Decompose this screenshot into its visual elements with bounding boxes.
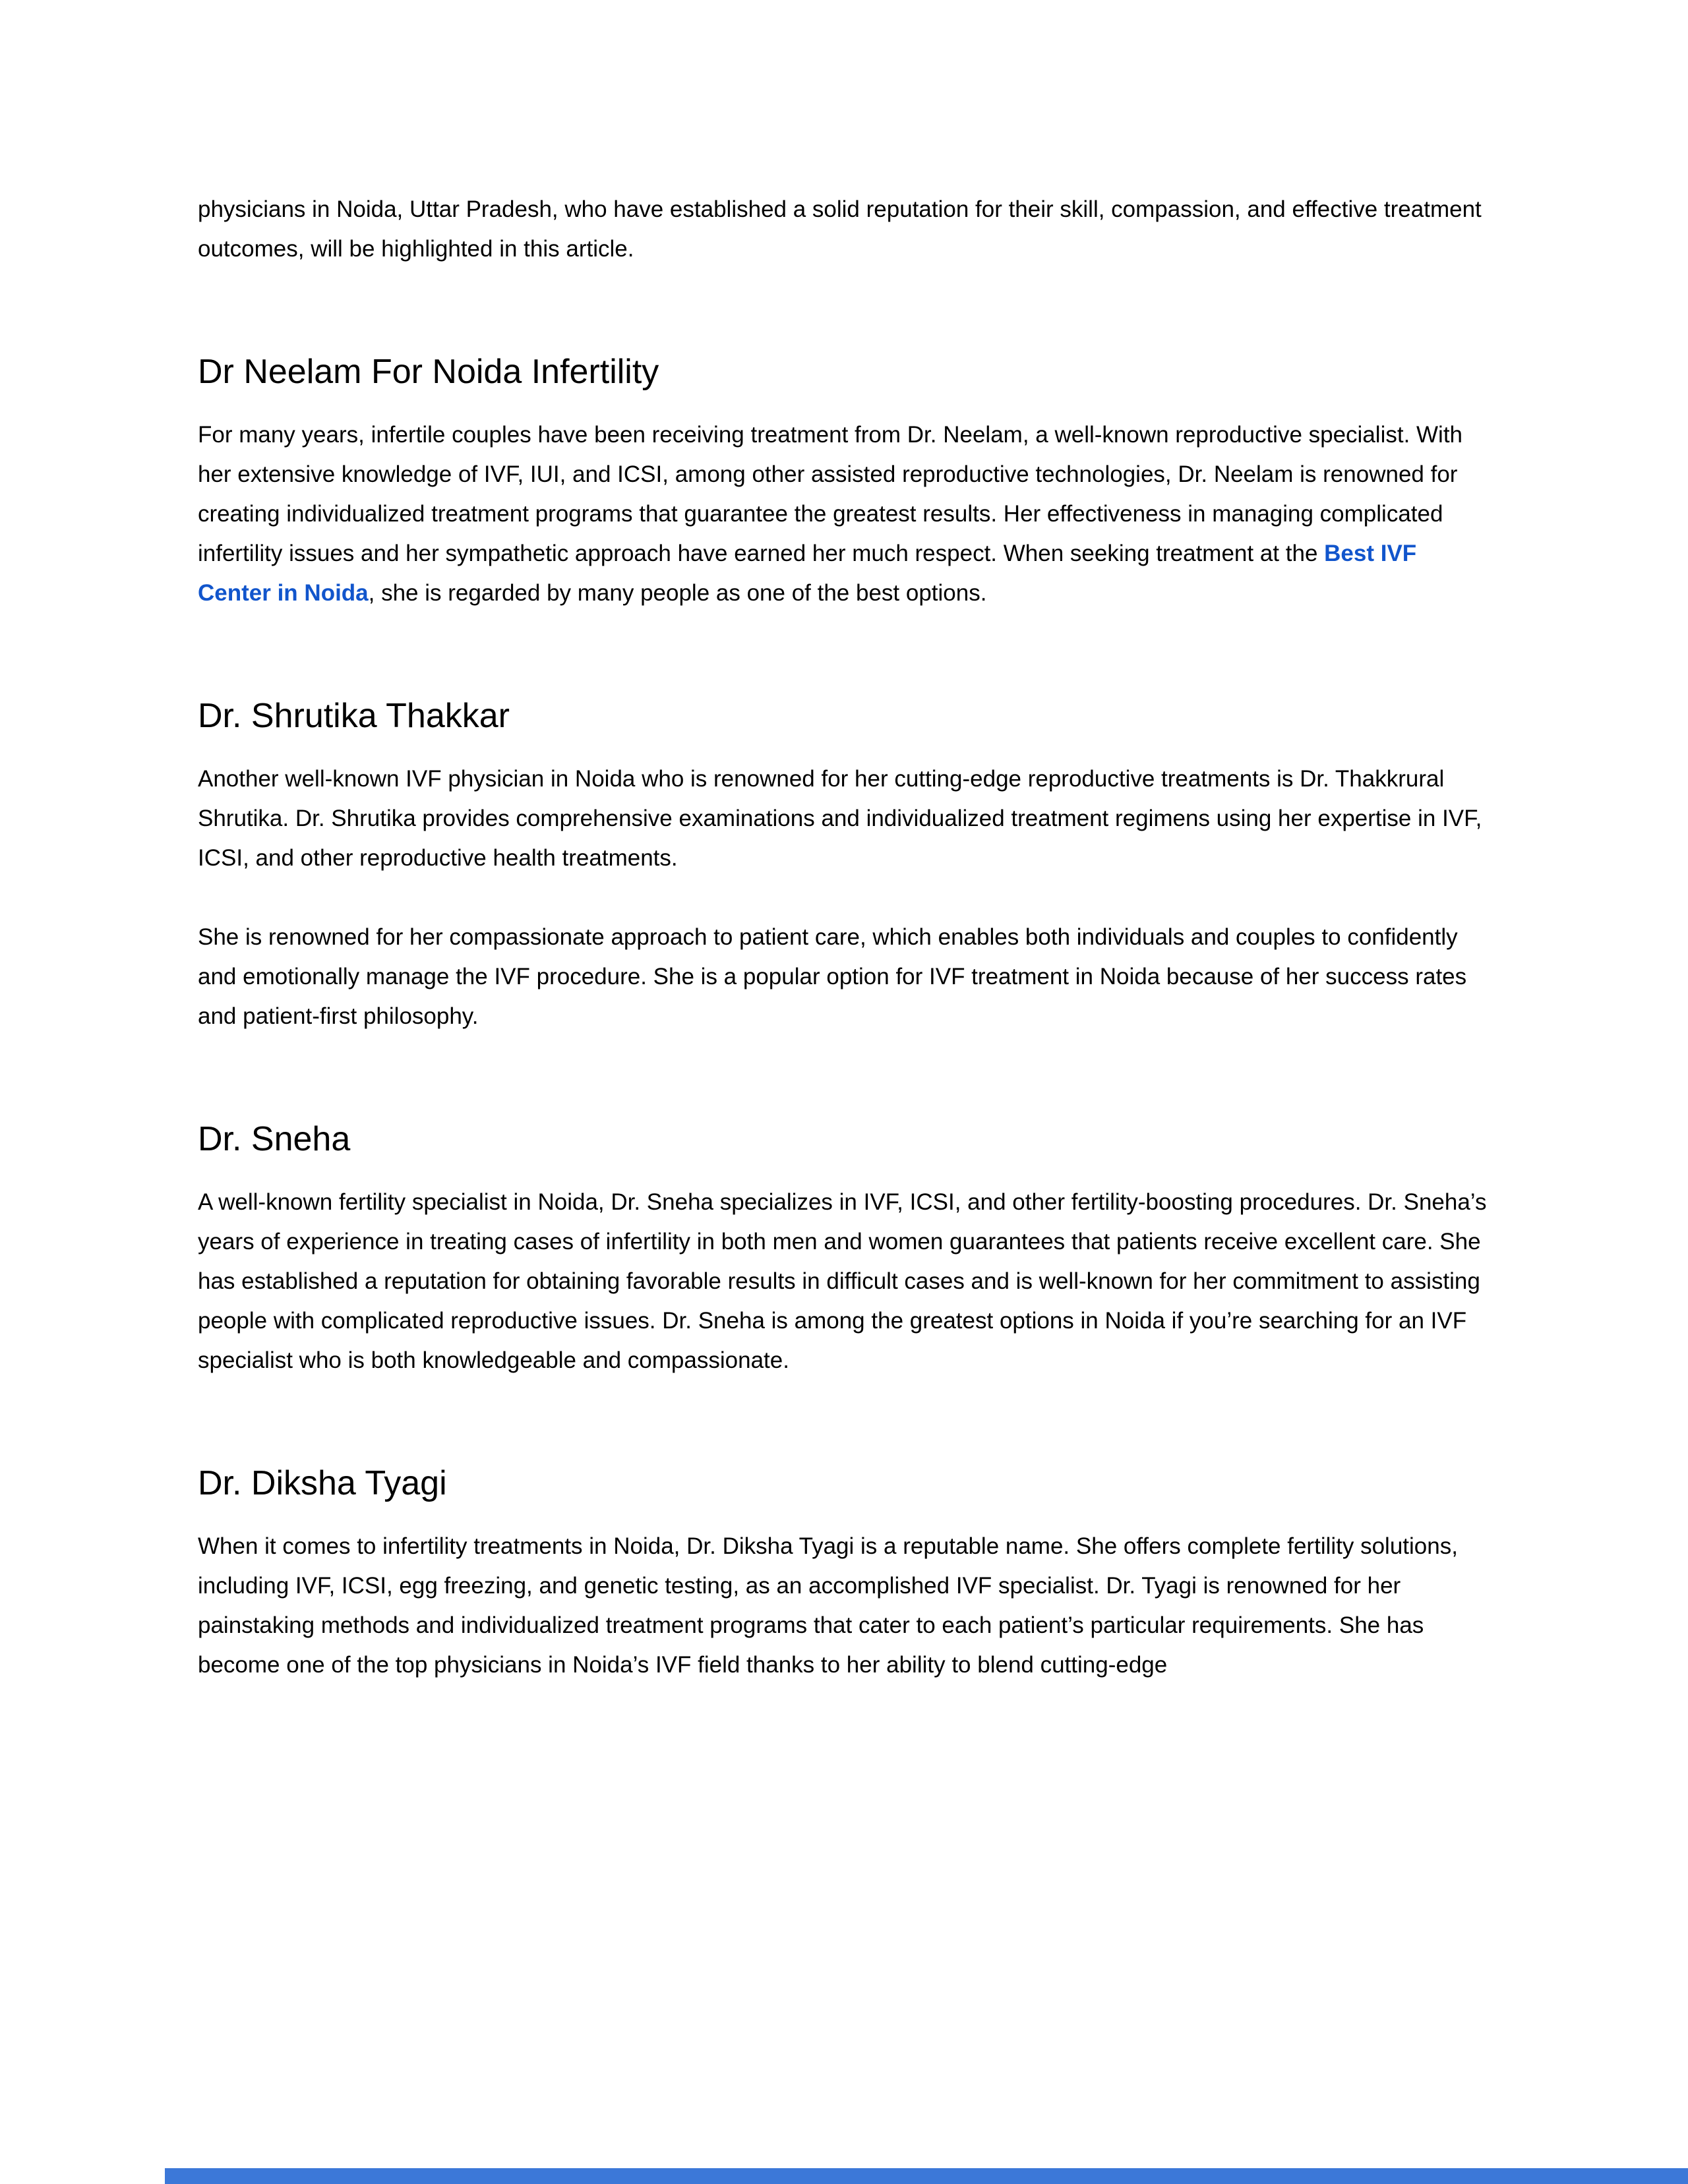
section-paragraph: She is renowned for her compassionate approach to patient care, which enables both individuals and couples to confidently and emotionally manage the IVF procedure. She is a popular option for IVF treatment in Noida because of her success rates and patient-first philosophy.	[198, 924, 1467, 1029]
section-dr-diksha-tyagi	[198, 1462, 1490, 1685]
section-dr-sneha	[198, 1118, 1490, 1380]
paragraph-text-after-link: , she is regarded by many people as one of the best options.	[368, 580, 987, 606]
paragraph-text-before-link: For many years, infertile couples have been receiving treatment from Dr. Neelam, a well-known reproductive specialist. With her extensive knowledge of IVF, IUI, and ICSI, among other assisted reproductive technologies, Dr. Neelam is renowned for creating individualized treatment programs that guarantee the greatest results. Her effectiveness in managing complicated infertility issues and her sympathetic approach have earned her much respect. When seeking treatment at the	[198, 422, 1463, 566]
intro-paragraph: physicians in Noida, Uttar Pradesh, who have established a solid reputation for their skill, compassion, and effective treatment outcomes, will be highlighted in this article.	[198, 196, 1482, 262]
section-paragraph: When it comes to infertility treatments in Noida, Dr. Diksha Tyagi is a reputable name. She offers complete fertility solutions, including IVF, ICSI, egg freezing, and genetic testing, as an accomplished IVF specialist. Dr. Tyagi is renowned for her painstaking methods and individualized treatment programs that cater to each patient’s particular requirements. She has become one of the top physicians in Noida’s IVF field thanks to her ability to blend cutting-edge	[198, 1533, 1458, 1678]
section-heading-dr-diksha-tyagi: Dr. Diksha Tyagi	[198, 1464, 447, 1502]
section-heading-dr-sneha: Dr. Sneha	[198, 1120, 351, 1158]
best-ivf-center-link[interactable]: Best IVF Center in Noida	[198, 541, 1417, 606]
section-paragraph: Another well-known IVF physician in Noida who is renowned for her cutting-edge reproductive treatments is Dr. Thakkrural Shrutika. Dr. Shrutika provides comprehensive examinations and individualized treatment regimens using her expertise in IVF, ICSI, and other reproductive health treatments.	[198, 766, 1482, 871]
document-content	[198, 190, 1490, 1685]
bottom-page-bar	[165, 2168, 1688, 2184]
section-heading-dr-neelam: Dr Neelam For Noida Infertility	[198, 353, 659, 391]
section-dr-shrutika-thakkar	[198, 695, 1490, 1036]
section-paragraph	[198, 415, 1490, 613]
section-heading-dr-shrutika-thakkar: Dr. Shrutika Thakkar	[198, 697, 510, 735]
section-dr-neelam	[198, 351, 1490, 613]
section-paragraph: A well-known fertility specialist in Noida, Dr. Sneha specializes in IVF, ICSI, and other fertility-boosting procedures. Dr. Sneha’s years of experience in treating cases of infertility in both men and women guarantees that patients receive excellent care. She has established a reputation for obtaining favorable results in difficult cases and is well-known for her commitment to assisting people with complicated reproductive issues. Dr. Sneha is among the greatest options in Noida if you’re searching for an IVF specialist who is both knowledgeable and compassionate.	[198, 1189, 1487, 1373]
